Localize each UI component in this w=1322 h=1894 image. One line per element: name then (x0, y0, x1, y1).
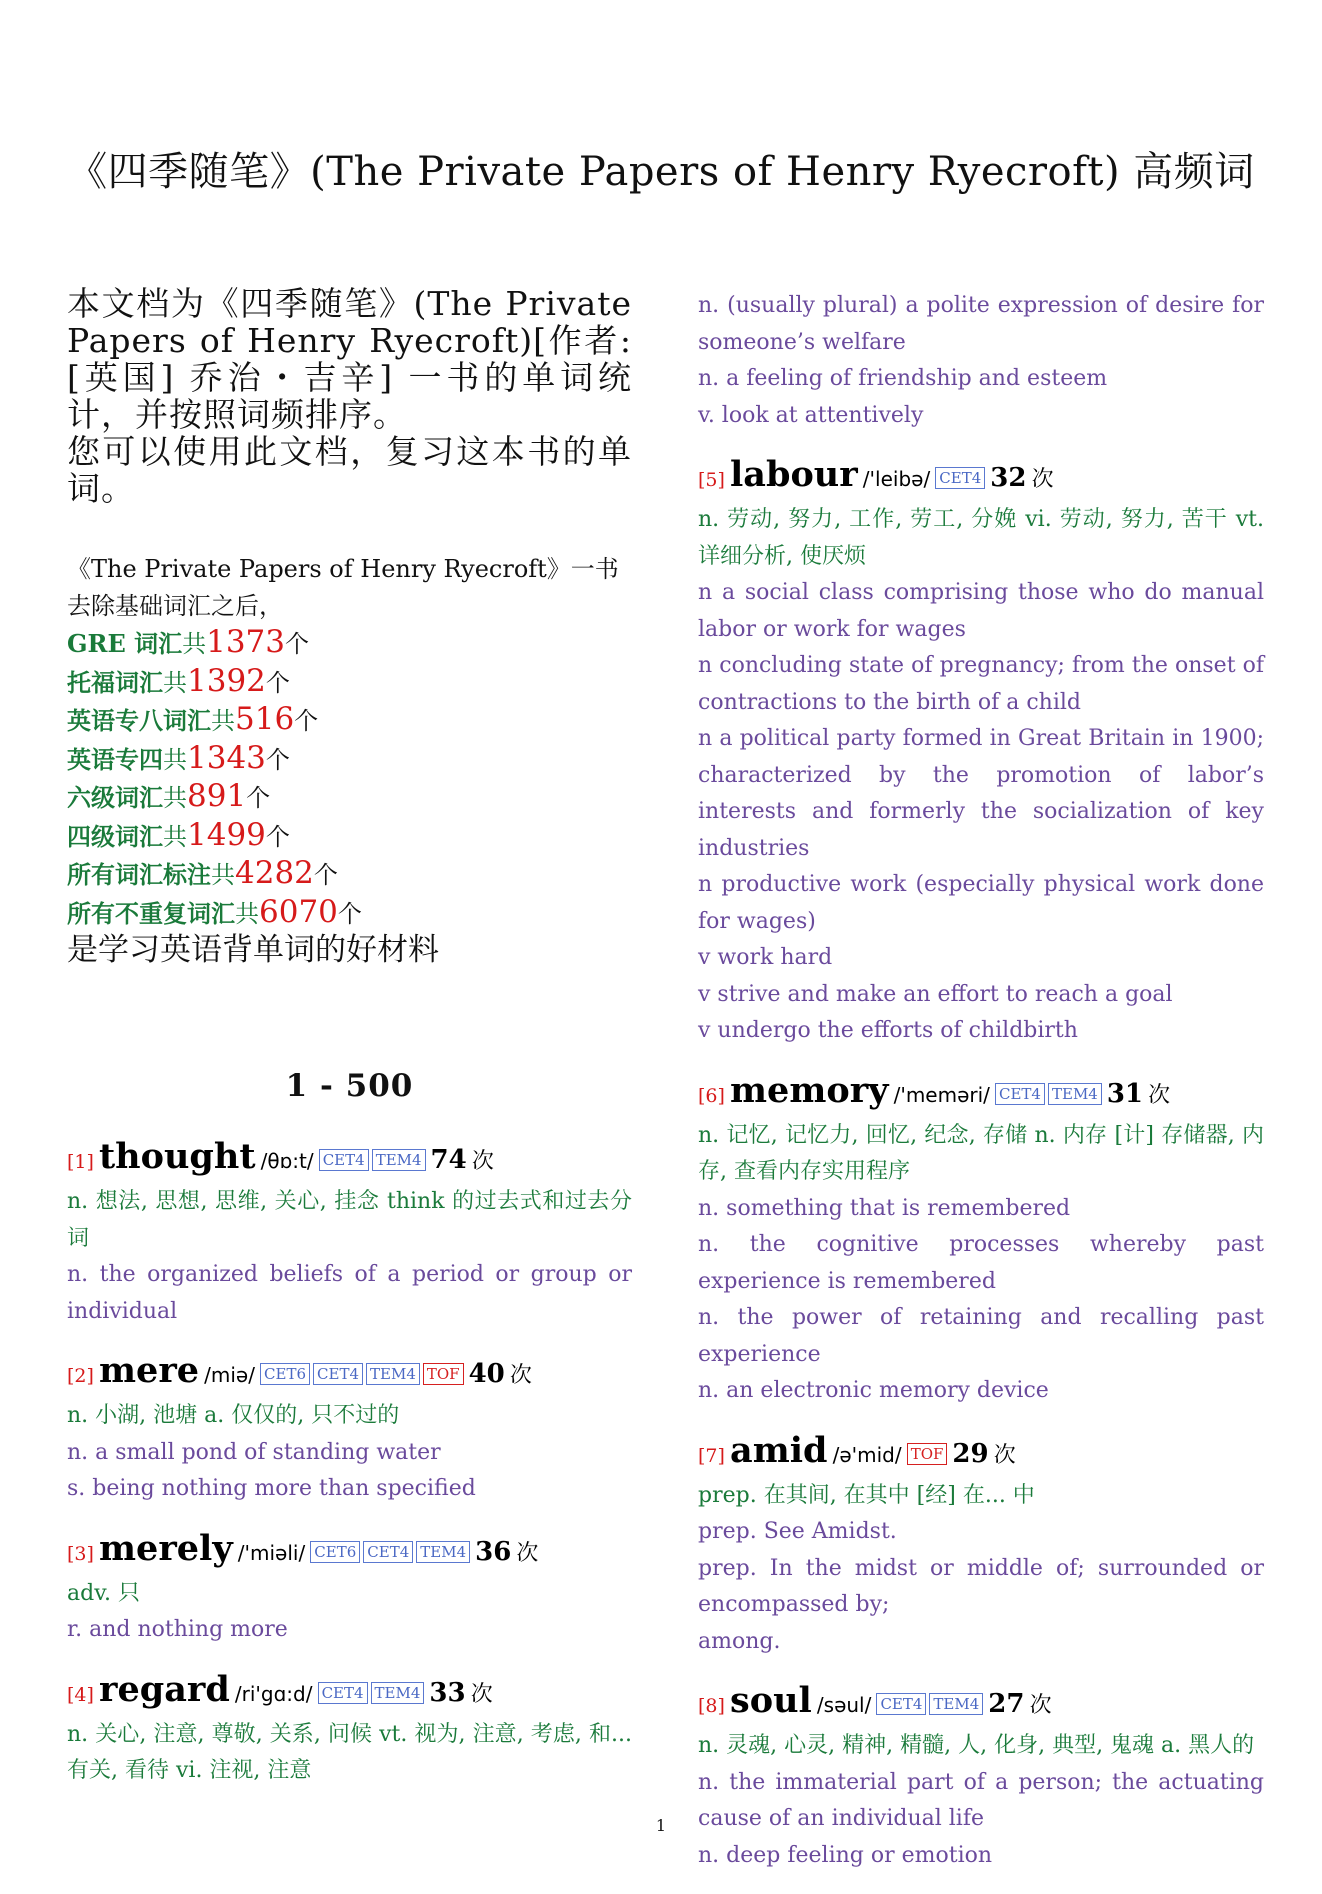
entry-word: memory (730, 1069, 889, 1111)
stat-row (67, 894, 632, 933)
exam-tag: CET4 (995, 1083, 1045, 1105)
entry-index: [8] (698, 1695, 725, 1717)
entry-phonetic: /ri'gɑ:d/ (234, 1681, 313, 1706)
entry-count-unit: 次 (1031, 467, 1054, 492)
left-column (67, 285, 632, 1810)
stat-row (67, 624, 632, 663)
entry-count: 32 (990, 463, 1027, 493)
word-entry (698, 1430, 1264, 1661)
entry-definition: prep. In the midst or middle of; surrounded or encompassed by; (698, 1555, 1264, 1617)
exam-tag: TEM4 (366, 1363, 420, 1385)
exam-tag: TEM4 (416, 1541, 470, 1563)
exam-tag: CET4 (313, 1363, 363, 1385)
entry-headline (698, 1430, 1264, 1478)
stat-label: 所有不重复词汇 (67, 898, 235, 928)
entry-word: labour (730, 454, 858, 495)
entry-chinese-definition: n. 灵魂, 心灵, 精神, 精髓, 人, 化身, 典型, 鬼魂 a. 黑人的 (698, 1733, 1255, 1758)
entry-word: thought (99, 1136, 256, 1177)
page-number: 1 (655, 1816, 667, 1835)
entry-count: 31 (1106, 1078, 1144, 1109)
stat-label: 四级词汇 (67, 821, 163, 851)
right-entry-list (698, 454, 1264, 1874)
entry-phonetic: /səul/ (816, 1693, 872, 1717)
intro-line-2: 您可以使用此文档，复习这本书的单词。 (67, 432, 632, 508)
stat-label: 六级词汇 (67, 783, 163, 812)
entry-chinese-definition: n. 记忆, 记忆力, 回忆, 纪念, 存储 n. 内存 [计] 存储器, 内存, 查看内存实用程序 (698, 1122, 1264, 1184)
entry-definition: s. being nothing more than specified (67, 1476, 476, 1501)
word-entry (698, 1070, 1264, 1410)
entry-count: 74 (430, 1145, 467, 1175)
stat-value: 1499 (187, 816, 266, 853)
entry-definition: n. the immaterial part of a person; the actuating cause of an individual life (698, 1769, 1264, 1831)
exam-tag: CET4 (935, 467, 985, 489)
stat-row (67, 740, 632, 779)
exam-tag: TEM4 (372, 1149, 426, 1171)
stat-label: 所有词汇标注 (67, 860, 211, 889)
entry-headline (698, 454, 1264, 502)
entry-definition: v work hard (698, 945, 833, 970)
entry-phonetic: /'meməri/ (893, 1082, 990, 1107)
exam-tag: CET6 (310, 1541, 360, 1563)
entry-definition: n. a small pond of standing water (67, 1439, 441, 1465)
stat-unit: 共 (211, 707, 235, 735)
entry-count-unit: 次 (1148, 1082, 1171, 1108)
entry-definition: n. something that is remembered (698, 1195, 1071, 1221)
range-heading: 1 - 500 (285, 1068, 414, 1104)
right-column (698, 288, 1264, 1894)
entry-definition: n. the cognitive processes whereby past experience is remembered (698, 1232, 1264, 1294)
entry-count-unit: 次 (516, 1540, 539, 1566)
stats-block (67, 551, 632, 968)
stats-lead: 《The Private Papers of Henry Ryecroft》一书去除基础词汇之后， (67, 555, 619, 620)
entry-phonetic: /miə/ (204, 1363, 255, 1387)
intro-line-1: 本文档为《四季随笔》(The Private Papers of Henry Ryecroft)[作者: [英国] 乔治・吉辛] 一书的单词统计，并按照词频排序。 (67, 284, 632, 434)
stat-row (67, 817, 632, 856)
word-entry (67, 1136, 632, 1330)
stat-unit: 共 (182, 630, 207, 658)
entry-definition: v strive and make an effort to reach a goal (698, 981, 1173, 1007)
entry-index: [3] (67, 1542, 94, 1565)
stat-label: 托福词汇 (67, 667, 163, 697)
entry-word: merely (99, 1527, 233, 1569)
entry-chinese-definition: n. 劳动, 努力, 工作, 劳工, 分娩 vi. 劳动, 努力, 苦干 vt. 详细分析, 使厌烦 (698, 507, 1264, 569)
stats-list (67, 624, 632, 932)
stat-label: GRE 词汇 (67, 629, 183, 658)
stat-suffix: 个 (285, 630, 309, 658)
stat-value: 516 (235, 701, 295, 737)
entry-count-unit: 次 (471, 1149, 494, 1174)
stat-suffix: 个 (313, 861, 338, 889)
stat-row (67, 855, 632, 894)
entry-phonetic: /'miəli/ (237, 1540, 306, 1565)
entry-definition: n a social class comprising those who do manual labor or work for wages (698, 580, 1264, 642)
stat-row (67, 778, 632, 817)
stat-suffix: 个 (337, 899, 362, 928)
entry-definition: n productive work (especially physical work done for wages) (698, 872, 1264, 934)
stat-suffix: 个 (265, 668, 290, 697)
entry-index: [5] (698, 469, 725, 491)
stat-unit: 共 (235, 899, 259, 928)
stat-suffix: 个 (265, 822, 290, 851)
stat-unit: 共 (163, 668, 187, 697)
entry-definition: n. the organized beliefs of a period or group or individual (67, 1262, 632, 1324)
entry-count: 27 (988, 1689, 1025, 1719)
exam-tag: TEM4 (1048, 1083, 1102, 1105)
entry-headline (67, 1669, 632, 1717)
stat-row (67, 663, 632, 702)
entry-word: regard (99, 1668, 230, 1710)
stat-unit: 共 (163, 822, 187, 851)
stat-value: 1373 (206, 624, 285, 660)
exam-tag: TEM4 (929, 1693, 983, 1715)
exam-tag: TOF (907, 1443, 948, 1465)
stat-value: 1343 (187, 739, 266, 776)
entry-count-unit: 次 (509, 1363, 532, 1388)
word-entry (698, 1680, 1264, 1874)
entry-definition: n. deep feeling or emotion (698, 1842, 993, 1868)
entry-definition: prep. See Amidst. (698, 1519, 897, 1544)
entry-chinese-definition: adv. 只 (67, 1580, 141, 1606)
exam-tag: TOF (423, 1363, 464, 1385)
entry-chinese-definition: n. 小湖, 池塘 a. 仅仅的, 只不过的 (67, 1403, 400, 1428)
entry-count-unit: 次 (470, 1681, 493, 1707)
word-entry (67, 1528, 632, 1649)
exam-tag: CET4 (318, 1682, 368, 1704)
entry-headline (698, 1680, 1264, 1728)
entry-index: [1] (67, 1151, 94, 1173)
word-entry (698, 454, 1264, 1050)
entry-headline (67, 1528, 632, 1576)
entry-count-unit: 次 (993, 1442, 1016, 1468)
continued-definition: v. look at attentively (698, 402, 924, 428)
document-title: 《四季随笔》(The Private Papers of Henry Ryecroft) 高频词 (67, 149, 1255, 195)
entry-chinese-definition: n. 关心, 注意, 尊敬, 关系, 问候 vt. 视为, 注意, 考虑, 和...有关, 看待 vi. 注视, 注意 (67, 1721, 632, 1783)
word-entry (67, 1350, 632, 1508)
entry-definition: n a political party formed in Great Britain in 1900; characterized by the promotion of labor’s interests and formerly the socialization of key industries (698, 726, 1264, 861)
stat-suffix: 个 (265, 745, 290, 774)
stat-unit: 共 (211, 861, 235, 889)
stats-closing: 是学习英语背单词的好材料 (67, 932, 439, 968)
entry-phonetic: /ə'mid/ (832, 1442, 902, 1467)
entry-index: [2] (67, 1365, 94, 1387)
exam-tag: TEM4 (371, 1682, 425, 1704)
entry-word: soul (730, 1680, 812, 1721)
entry-index: [4] (67, 1683, 94, 1706)
continued-definition: n. (usually plural) a polite expression of desire for someone’s welfare (698, 293, 1264, 355)
continued-definitions (698, 288, 1264, 434)
entry-index: [7] (698, 1444, 725, 1467)
entry-definition: n concluding state of pregnancy; from the onset of contractions to the birth of a child (698, 653, 1264, 715)
exam-tag: CET4 (363, 1541, 413, 1563)
entry-definition: n. an electronic memory device (698, 1378, 1049, 1403)
stat-value: 6070 (259, 893, 338, 930)
stat-value: 891 (187, 778, 247, 814)
stat-unit: 共 (163, 784, 187, 812)
entry-count: 40 (468, 1359, 505, 1389)
continued-definition: n. a feeling of friendship and esteem (698, 366, 1108, 391)
exam-tag: CET4 (319, 1149, 369, 1171)
stat-label: 英语专四 (67, 744, 163, 774)
entry-chinese-definition: n. 想法, 思想, 思维, 关心, 挂念 think 的过去式和过去分词 (67, 1189, 632, 1251)
entry-headline (698, 1070, 1264, 1118)
entry-word: amid (730, 1429, 828, 1471)
entry-definition: among. (698, 1628, 781, 1654)
entry-definition: v undergo the efforts of childbirth (698, 1018, 1078, 1043)
stat-label: 英语专八词汇 (67, 706, 211, 735)
entry-definition: r. and nothing more (67, 1617, 288, 1642)
word-entry (67, 1669, 632, 1790)
stat-unit: 共 (163, 745, 187, 774)
entry-count: 36 (475, 1536, 512, 1567)
entry-headline (67, 1350, 632, 1398)
intro-text (67, 285, 632, 507)
entry-definition: n. the power of retaining and recalling past experience (698, 1305, 1264, 1367)
stat-row (67, 701, 632, 740)
entry-word: mere (99, 1350, 200, 1391)
stat-suffix: 个 (246, 784, 271, 812)
left-entry-list (67, 1136, 632, 1790)
exam-tag: CET4 (876, 1693, 926, 1715)
exam-tag: CET6 (260, 1363, 310, 1385)
entry-count-unit: 次 (1029, 1693, 1052, 1718)
entry-count: 29 (952, 1438, 989, 1469)
entry-phonetic: /'leibə/ (862, 467, 931, 491)
entry-count: 33 (429, 1677, 466, 1708)
entry-phonetic: /θɒ:t/ (260, 1149, 314, 1173)
entry-index: [6] (698, 1084, 725, 1107)
stat-suffix: 个 (294, 707, 319, 735)
stat-value: 4282 (235, 855, 314, 891)
entry-headline (67, 1136, 632, 1184)
entry-chinese-definition: prep. 在其间, 在其中 [经] 在... 中 (698, 1482, 1035, 1508)
stat-value: 1392 (187, 662, 266, 699)
